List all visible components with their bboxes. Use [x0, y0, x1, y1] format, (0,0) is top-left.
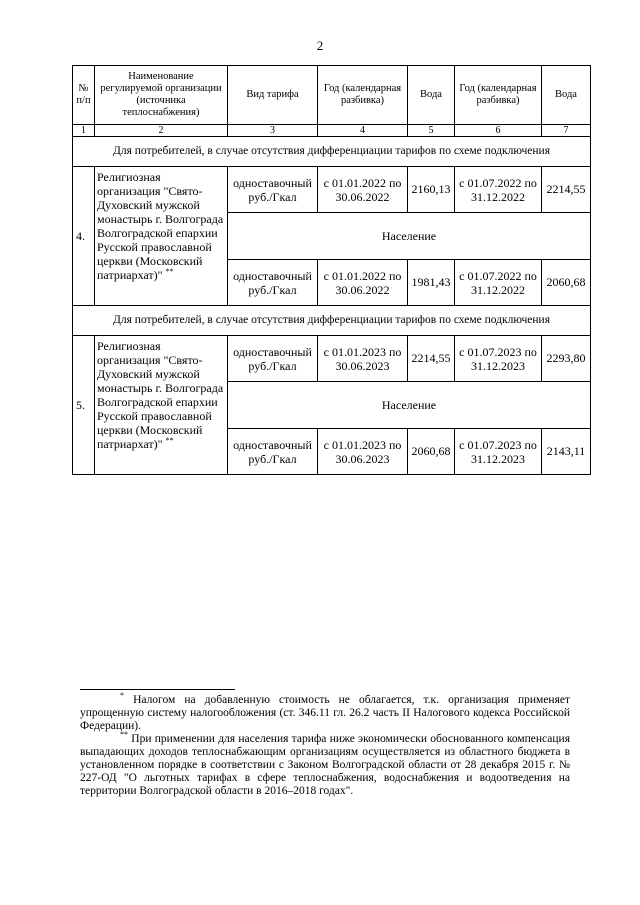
- population-label: Население: [228, 382, 591, 429]
- column-number: 4: [318, 125, 408, 137]
- header-cell: Год (календарная разбивка): [455, 66, 542, 125]
- period-second-half: с 01.07.2023 по 31.12.2023: [455, 429, 542, 475]
- tariff-type: одноставочный руб./Гкал: [228, 336, 318, 382]
- period-second-half: с 01.07.2023 по 31.12.2023: [455, 336, 542, 382]
- column-number: 2: [95, 125, 228, 137]
- column-number: 1: [73, 125, 95, 137]
- population-label: Население: [228, 213, 591, 260]
- organization-name: Религиозная организация "Свято-Духовский мужской монастырь г. Волгограда Волгоградской епархии Русской православной церкви (Московский патриархат)" **: [95, 336, 228, 475]
- footnote: [80, 730, 570, 798]
- section-label: Для потребителей, в случае отсутствия дифференциации тарифов по схеме подключения: [73, 137, 591, 167]
- row-number: 5.: [73, 336, 95, 475]
- header-cell: Вид тарифа: [228, 66, 318, 125]
- column-number: 5: [408, 125, 455, 137]
- header-row: [73, 66, 591, 125]
- section-row: [73, 306, 591, 336]
- period-second-half: с 01.07.2022 по 31.12.2022: [455, 167, 542, 213]
- section-label: Для потребителей, в случае отсутствия дифференциации тарифов по схеме подключения: [73, 306, 591, 336]
- footnote-text: Налогом на добавленную стоимость не облагается, т.к. организация применяет упрощенную систему налогообложения (ст. 346.11 гл. 26.2 часть II Налогового кодекса Российской Федерации).: [80, 694, 571, 732]
- organization-name: Религиозная организация "Свято-Духовский мужской монастырь г. Волгограда Волгоградской епархии Русской православной церкви (Московский патриархат)" **: [95, 167, 228, 306]
- row-number: 4.: [73, 167, 95, 306]
- period-first-half: с 01.01.2022 по 30.06.2022: [318, 167, 408, 213]
- water-value: 2060,68: [408, 429, 455, 475]
- table-row: [73, 336, 591, 382]
- footnote-mark: *: [120, 691, 124, 701]
- water-value: 1981,43: [408, 260, 455, 306]
- water-value: 2160,13: [408, 167, 455, 213]
- page-number: 2: [316, 38, 324, 53]
- header-cell: Год (календарная разбивка): [318, 66, 408, 125]
- footnote: [80, 691, 571, 733]
- table-row: [73, 167, 591, 213]
- header-cell: Наименование регулируемой организации (источника теплоснабжения): [95, 66, 228, 125]
- tariff-table: [72, 65, 591, 475]
- tariff-type: одноставочный руб./Гкал: [228, 260, 318, 306]
- header-cell: Вода: [542, 66, 591, 125]
- column-number-row: [73, 125, 591, 137]
- water-value: 2143,11: [542, 429, 591, 475]
- water-value: 2214,55: [408, 336, 455, 382]
- footnote-mark: **: [165, 436, 174, 445]
- footnote-mark: **: [165, 267, 174, 276]
- header-cell: Вода: [408, 66, 455, 125]
- header-cell: № п/п: [73, 66, 95, 125]
- column-number: 7: [542, 125, 591, 137]
- footnote-mark: **: [120, 730, 128, 740]
- period-first-half: с 01.01.2023 по 30.06.2023: [318, 429, 408, 475]
- column-number: 6: [455, 125, 542, 137]
- period-first-half: с 01.01.2022 по 30.06.2022: [318, 260, 408, 306]
- tariff-type: одноставочный руб./Гкал: [228, 167, 318, 213]
- tariff-type: одноставочный руб./Гкал: [228, 429, 318, 475]
- water-value: 2214,55: [542, 167, 591, 213]
- footnote-divider: [80, 689, 235, 690]
- water-value: 2293,80: [542, 336, 591, 382]
- water-value: 2060,68: [542, 260, 591, 306]
- footnotes: [80, 691, 571, 798]
- section-row: [73, 137, 591, 167]
- period-second-half: с 01.07.2022 по 31.12.2022: [455, 260, 542, 306]
- column-number: 3: [228, 125, 318, 137]
- period-first-half: с 01.01.2023 по 30.06.2023: [318, 336, 408, 382]
- footnote-text: При применении для населения тарифа ниже экономически обоснованного компенсация выпадающих доходов теплоснабжающим организациям осуществляется из областного бюджета в установленном порядке в соответствии с Законом Волгоградской области от 28 декабря 2015 г. № 227-ОД "О льготных тарифах в сфере теплоснабжения, водоснабжения и водоотведения на территории Волгоградской области в 2016–2018 годах".: [80, 733, 570, 797]
